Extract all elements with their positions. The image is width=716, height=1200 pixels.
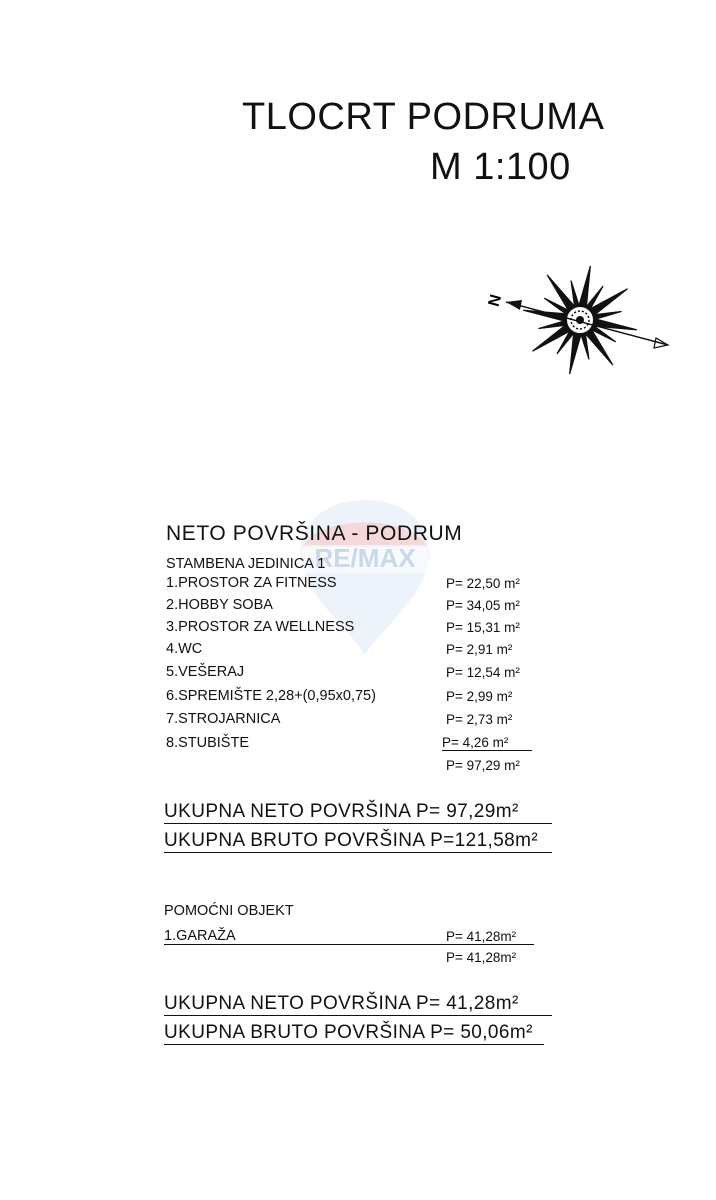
unit-label: STAMBENA JEDINICA 1: [166, 556, 326, 572]
aux-total-neto: UKUPNA NETO POVRŠINA P= 41,28m²: [164, 993, 552, 1016]
room-area: P= 12,54 m²: [446, 665, 520, 680]
room-area: P= 2,91 m²: [446, 642, 513, 657]
room-area: P= 34,05 m²: [446, 598, 520, 613]
room-name: 6.SPREMIŠTE 2,28+(0,95x0,75): [166, 688, 376, 704]
room-name: 7.STROJARNICA: [166, 711, 281, 727]
neto-sum: P= 97,29 m²: [446, 758, 520, 773]
total-bruto: UKUPNA BRUTO POVRŠINA P=121,58m²: [164, 830, 552, 853]
aux-room-row: [164, 928, 534, 945]
room-area: P= 2,99 m²: [446, 689, 513, 704]
room-name: 3.PROSTOR ZA WELLNESS: [166, 619, 355, 635]
total-neto: UKUPNA NETO POVRŠINA P= 97,29m²: [164, 801, 552, 824]
room-name: 5.VEŠERAJ: [166, 664, 245, 680]
room-name: 1.GARAŽA: [164, 928, 236, 944]
room-name: 4.WC: [166, 641, 203, 657]
neto-heading: NETO POVRŠINA - PODRUM: [166, 522, 463, 545]
aux-sum: P= 41,28m²: [446, 950, 517, 965]
plan-scale: M 1:100: [430, 146, 571, 188]
plan-title: TLOCRT PODRUMA: [242, 96, 605, 138]
room-name: 8.STUBIŠTE: [166, 735, 249, 751]
compass-north-label: N: [485, 292, 506, 309]
room-name: 2.HOBBY SOBA: [166, 597, 273, 613]
aux-total-bruto: UKUPNA BRUTO POVRŠINA P= 50,06m²: [164, 1022, 544, 1045]
room-area: P= 2,73 m²: [446, 712, 513, 727]
room-area: P= 22,50 m²: [446, 576, 520, 591]
room-area: P= 15,31 m²: [446, 620, 520, 635]
aux-heading: POMOĆNI OBJEKT: [164, 903, 294, 919]
room-name: 1.PROSTOR ZA FITNESS: [166, 575, 337, 591]
room-area: P= 41,28m²: [446, 929, 517, 944]
watermark-text: RE/MAX: [314, 543, 416, 573]
compass-rose-icon: [478, 250, 678, 400]
room-area: P= 4,26 m²: [442, 735, 532, 751]
